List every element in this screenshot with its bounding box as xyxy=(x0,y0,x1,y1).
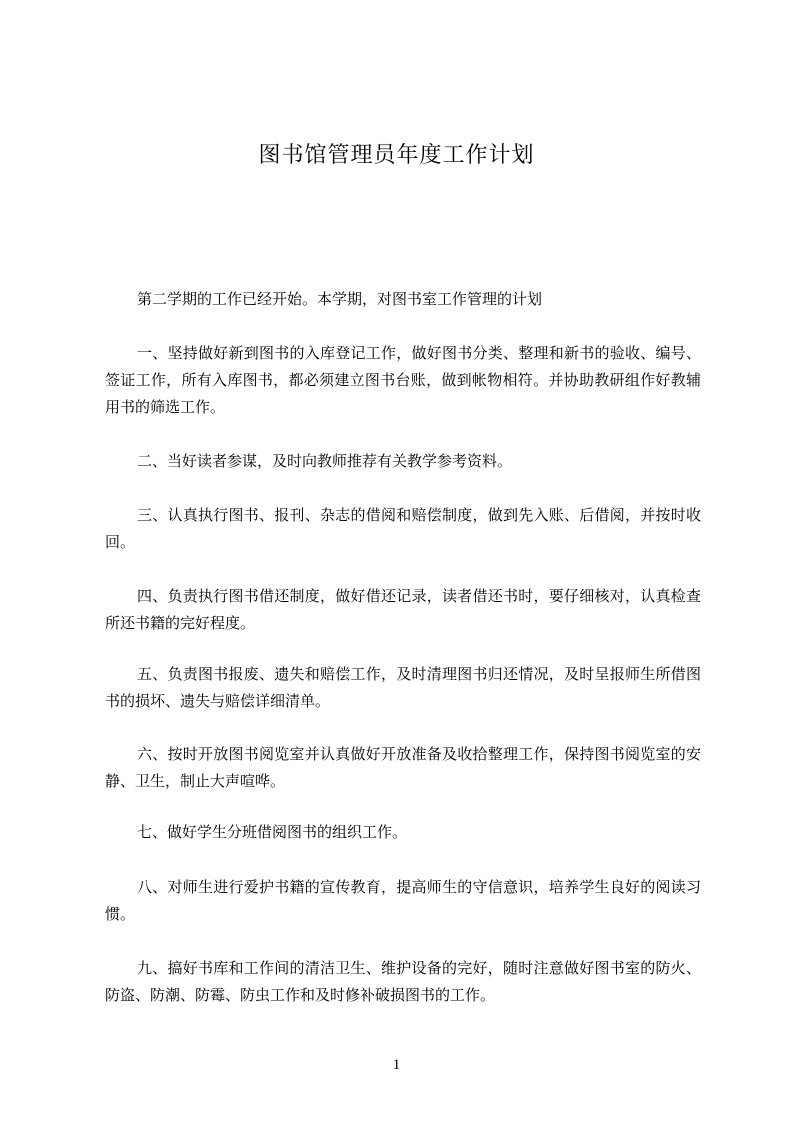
document-title: 图书馆管理员年度工作计划 xyxy=(258,143,535,168)
paragraph-item-4: 四、负责执行图书借还制度，做好借还记录，读者借还书时，要仔细核对，认真检查所还书籍的完好程度。 xyxy=(105,587,701,632)
paragraph-item-7: 七、做好学生分班借阅图书的组织工作。 xyxy=(137,823,408,841)
paragraph-item-5: 五、负责图书报废、遗失和赔偿工作，及时清理图书归还情况，及时呈报师生所借图书的损坏、遗失与赔偿详细清单。 xyxy=(105,665,701,710)
paragraph-item-9: 九、搞好书库和工作间的清洁卫生、维护设备的完好，随时注意做好图书室的防火、防盗、防潮、防霉、防虫工作和及时修补破损图书的工作。 xyxy=(105,959,701,1004)
paragraph-item-8: 八、对师生进行爱护书籍的宣传教育，提高师生的守信意识，培养学生良好的阅读习惯。 xyxy=(105,878,701,923)
page-number: 1 xyxy=(392,1057,401,1073)
paragraph-item-1: 一、坚持做好新到图书的入库登记工作，做好图书分类、整理和新书的验收、编号、签证工作，所有入库图书，都必须建立图书台账，做到帐物相符。并协助教研组作好教辅用书的筛选工作。 xyxy=(105,344,701,416)
paragraph-item-3: 三、认真执行图书、报刊、杂志的借阅和赔偿制度，做到先入账、后借阅，并按时收回。 xyxy=(105,506,701,551)
paragraph-item-6: 六、按时开放图书阅览室并认真做好开放准备及收拾整理工作，保持图书阅览室的安静、卫生，制止大声喧哗。 xyxy=(105,745,701,790)
paragraph-item-2: 二、当好读者参谋，及时向教师推荐有关教学参考资料。 xyxy=(137,452,513,470)
paragraph-intro: 第二学期的工作已经开始。本学期，对图书室工作管理的计划 xyxy=(137,290,543,308)
